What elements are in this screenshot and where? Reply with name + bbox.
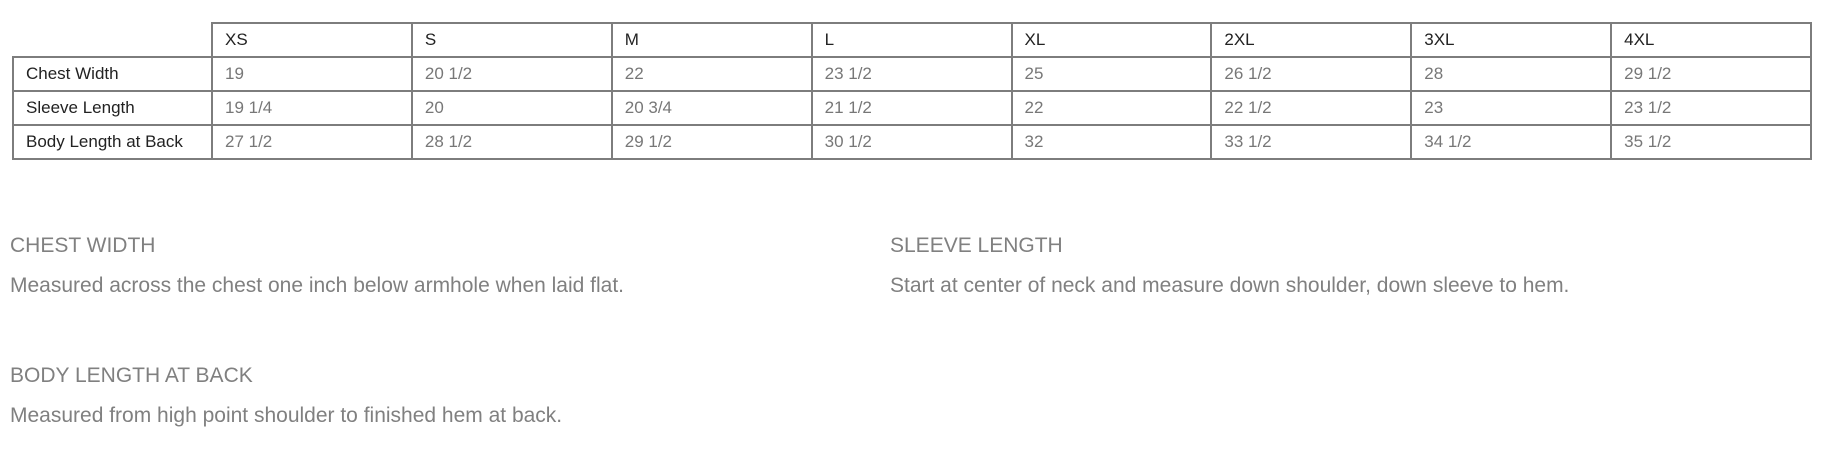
table-cell: 19 1/4 — [212, 91, 412, 125]
size-header-2xl: 2XL — [1211, 23, 1411, 57]
chest-width-title: CHEST WIDTH — [10, 234, 156, 257]
table-cell: 22 — [1012, 91, 1212, 125]
table-cell: 27 1/2 — [212, 125, 412, 159]
table-cell: 19 — [212, 57, 412, 91]
table-cell: 21 1/2 — [812, 91, 1012, 125]
size-header-xs: XS — [212, 23, 412, 57]
table-cell: 22 — [612, 57, 812, 91]
table-cell: 20 3/4 — [612, 91, 812, 125]
size-header-row — [13, 23, 1811, 57]
table-row-body-length — [13, 125, 1811, 159]
table-row-sleeve-length — [13, 91, 1811, 125]
table-cell: 35 1/2 — [1611, 125, 1811, 159]
sleeve-length-text: Start at center of neck and measure down shoulder, down sleeve to hem. — [890, 274, 1570, 297]
row-label-sleeve-length: Sleeve Length — [13, 91, 212, 125]
table-cell: 28 — [1411, 57, 1611, 91]
chest-width-text: Measured across the chest one inch below armhole when laid flat. — [10, 274, 625, 297]
size-header-3xl: 3XL — [1411, 23, 1611, 57]
table-cell: 29 1/2 — [612, 125, 812, 159]
table-cell: 29 1/2 — [1611, 57, 1811, 91]
table-cell: 25 — [1012, 57, 1212, 91]
table-cell: 23 1/2 — [812, 57, 1012, 91]
table-cell: 32 — [1012, 125, 1212, 159]
table-cell: 33 1/2 — [1211, 125, 1411, 159]
table-cell: 23 1/2 — [1611, 91, 1811, 125]
row-label-body-length: Body Length at Back — [13, 125, 212, 159]
body-length-title: BODY LENGTH AT BACK — [10, 364, 253, 387]
table-cell: 26 1/2 — [1211, 57, 1411, 91]
table-cell: 22 1/2 — [1211, 91, 1411, 125]
table-row-chest-width — [13, 57, 1811, 91]
size-header-l: L — [812, 23, 1012, 57]
table-cell: 20 1/2 — [412, 57, 612, 91]
size-header-xl: XL — [1012, 23, 1212, 57]
table-cell: 28 1/2 — [412, 125, 612, 159]
size-header-m: M — [612, 23, 812, 57]
table-cell: 30 1/2 — [812, 125, 1012, 159]
row-label-chest-width: Chest Width — [13, 57, 212, 91]
table-cell: 20 — [412, 91, 612, 125]
sleeve-length-title: SLEEVE LENGTH — [890, 234, 1063, 257]
body-length-description — [10, 364, 562, 428]
size-header-4xl: 4XL — [1611, 23, 1811, 57]
body-length-text: Measured from high point shoulder to finished hem at back. — [10, 404, 563, 427]
size-header-s: S — [412, 23, 612, 57]
chest-width-description — [10, 234, 624, 298]
size-chart-table — [12, 22, 1812, 160]
table-corner-cell — [13, 23, 212, 57]
table-cell: 34 1/2 — [1411, 125, 1611, 159]
table-cell: 23 — [1411, 91, 1611, 125]
sleeve-length-description — [890, 234, 1569, 298]
